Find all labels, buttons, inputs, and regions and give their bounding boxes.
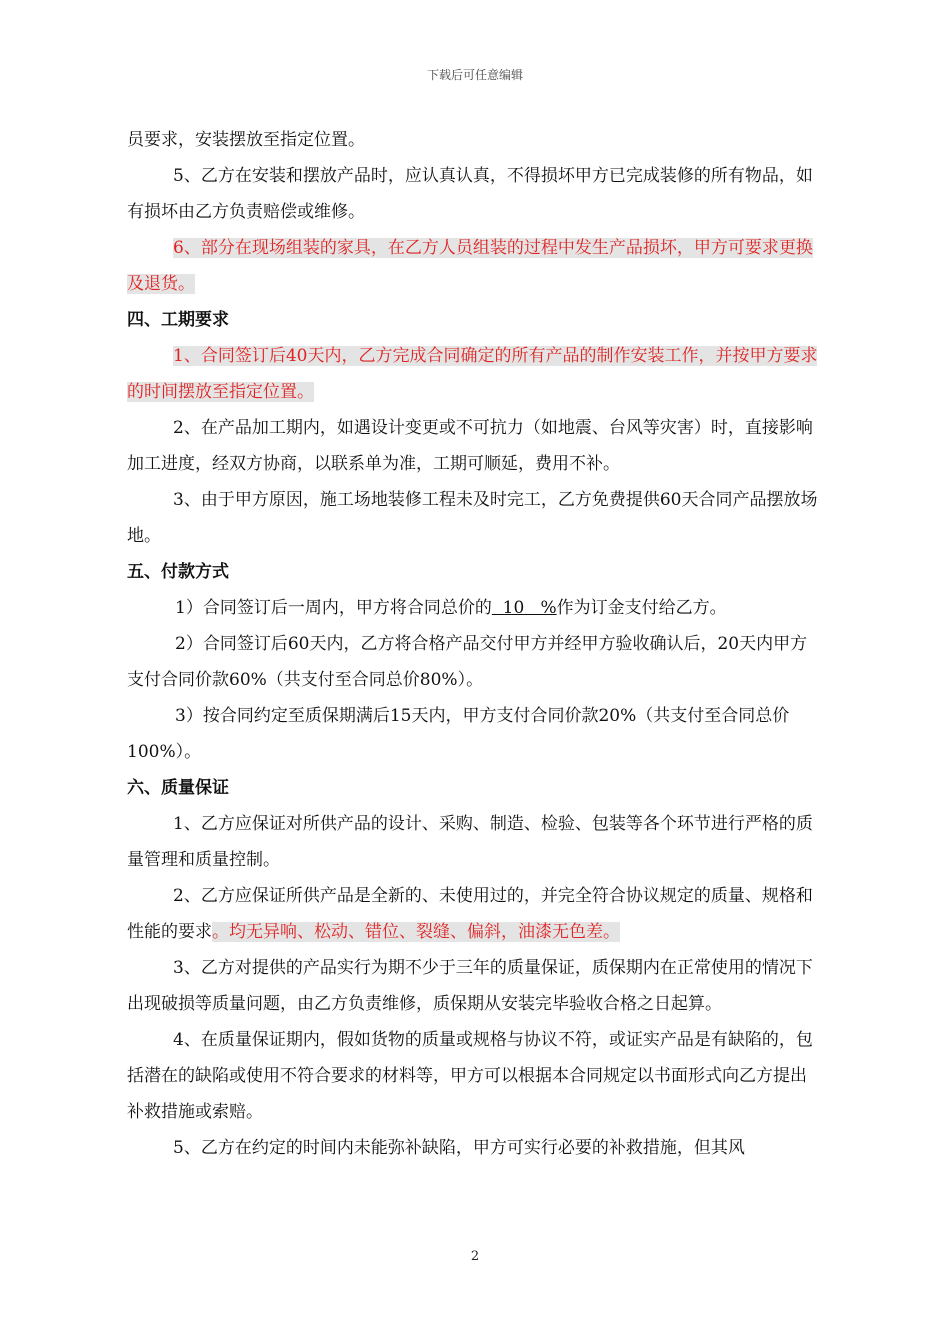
deposit-percent-field: 10 % bbox=[491, 598, 557, 618]
payment-1-text-a: 1）合同签订后一周内，甲方将合同总价的 bbox=[175, 598, 492, 618]
paragraph-schedule-2: 2、在产品加工期内，如遇设计变更或不可抗力（如地震、台风等灾害）时，直接影响加工进度，经双方协商，以联系单为准，工期可顺延，费用不补。 bbox=[127, 418, 813, 474]
section-heading-payment: 五、付款方式 bbox=[127, 562, 229, 582]
section-heading-schedule: 四、工期要求 bbox=[127, 310, 229, 330]
highlighted-text: 1、合同签订后40天内，乙方完成合同确定的所有产品的制作安装工作，并按甲方要求的时间摆放至指定位置。 bbox=[127, 346, 818, 402]
paragraph-payment-3: 3）按合同约定至质保期满后15天内，甲方支付合同价款20%（共支付至合同总价100%）。 bbox=[127, 706, 790, 762]
paragraph-item-6-assembly bbox=[127, 230, 823, 302]
page-header: 下载后可任意编辑 bbox=[426, 68, 523, 82]
paragraph-quality-5: 5、乙方在约定的时间内未能弥补缺陷，甲方可实行必要的补救措施，但其风 bbox=[173, 1138, 745, 1158]
paragraph-payment-1 bbox=[127, 590, 823, 626]
paragraph-continued: 员要求，安装摆放至指定位置。 bbox=[127, 130, 365, 150]
paragraph-quality-1: 1、乙方应保证对所供产品的设计、采购、制造、检验、包装等各个环节进行严格的质量管理和质量控制。 bbox=[127, 814, 813, 870]
highlighted-text: 6、部分在现场组装的家具，在乙方人员组装的过程中发生产品损坏，甲方可要求更换及退货。 bbox=[127, 238, 813, 294]
paragraph-quality-2 bbox=[127, 878, 823, 950]
document-body bbox=[127, 122, 823, 1166]
highlighted-text: 。均无异响、松动、错位、裂缝、偏斜，油漆无色差。 bbox=[212, 922, 620, 942]
paragraph-payment-2: 2）合同签订后60天内，乙方将合格产品交付甲方并经甲方验收确认后，20天内甲方支付合同价款60%（共支付至合同总价80%）。 bbox=[127, 634, 808, 690]
paragraph-item-5-install: 5、乙方在安装和摆放产品时，应认真认真，不得损坏甲方已完成装修的所有物品，如有损坏由乙方负责赔偿或维修。 bbox=[127, 166, 813, 222]
paragraph-schedule-3: 3、由于甲方原因，施工场地装修工程未及时完工，乙方免费提供60天合同产品摆放场地。 bbox=[127, 490, 818, 546]
page-number: 2 bbox=[470, 1249, 480, 1264]
payment-1-text-b: 作为订金支付给乙方。 bbox=[556, 598, 727, 618]
paragraph-quality-4: 4、在质量保证期内，假如货物的质量或规格与协议不符，或证实产品是有缺陷的，包括潜在的缺陷或使用不符合要求的材料等，甲方可以根据本合同规定以书面形式向乙方提出补救措施或索赔。 bbox=[127, 1030, 813, 1122]
quality-2-text: 2、乙方应保证所供产品是全新的、未使用过的，并完全符合协议规定的质量、规格和性能的要求 bbox=[127, 886, 813, 942]
paragraph-schedule-1 bbox=[127, 338, 823, 410]
section-heading-quality: 六、质量保证 bbox=[127, 778, 229, 798]
paragraph-quality-3: 3、乙方对提供的产品实行为期不少于三年的质量保证，质保期内在正常使用的情况下出现破损等质量问题，由乙方负责维修，质保期从安装完毕验收合格之日起算。 bbox=[127, 958, 813, 1014]
